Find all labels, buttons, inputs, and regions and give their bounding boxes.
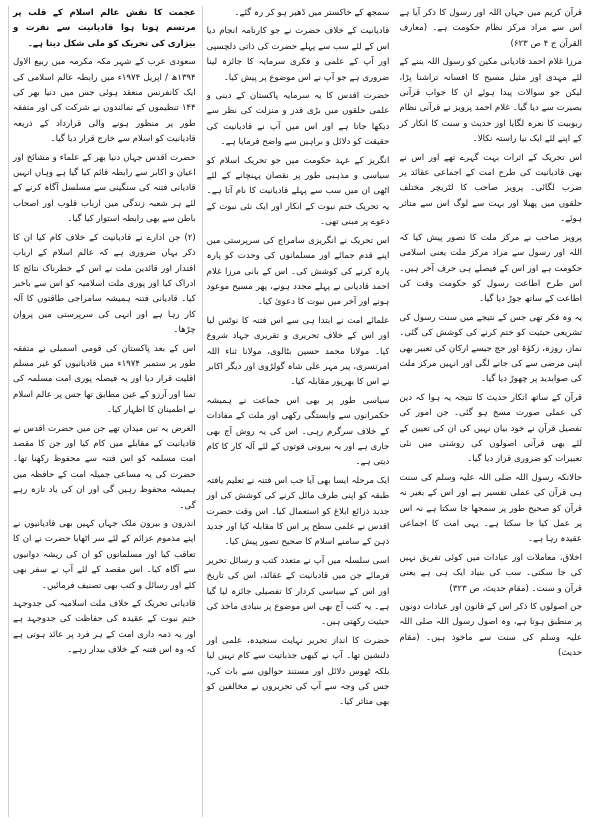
paragraph: الغرض یہ تین میدان تھے جن میں حضرت اقدس نے قادیانیت کے مقابلے میں کام کیا اور جن کا مقصد امت مسلمہ کو اس فتنہ سے محفوظ رکھنا تھا۔ حضرت کی یہ مساعی جمیلہ امت کے حافظہ میں ہمیشہ محفوظ رہیں گی اور ان کی یاد تازہ رہے گی۔	[13, 423, 196, 511]
paragraph: اندرون و بیرون ملک جہاں کہیں بھی قادیانیوں نے اپنے مذموم عزائم کے لئے سر اٹھایا حضرت نے ان کا تعاقب کیا اور مسلمانوں کو ان کی ریشہ دوانیوں سے آگاہ کیا۔ اس مقصد کے لئے آپ نے سفر بھی کئے اور رسائل و کتب بھی تصنیف فرمائیں۔	[13, 519, 196, 591]
text-column-left	[395, 6, 582, 817]
text-column-right	[8, 6, 196, 817]
paragraph: انگریز کے عہد حکومت میں جو تحریک اسلام کو سیاسی و مذہبی طور پر نقصان پہنچانے کے لئے اٹھی ان میں سب سے پہلے قادیانیت کا نام آتا ہے۔ یہ تحریک ختم نبوت کے انکار اور ایک نئی نبوت کے دعوے پر مبنی تھی۔	[206, 155, 390, 228]
paragraph: اخلاق، معاملات اور عبادات میں کوئی تفریق نہیں کی جا سکتی۔ سب کی بنیاد ایک ہی ہے یعنی قرآن و سنت۔ (مقام حدیث، ص ۳۲۳)	[399, 552, 583, 594]
paragraph: جن اصولوں کا ذکر اس کے قانون اور عبادات دونوں پر منطبق ہوتا ہے، وہ اصول رسول اللہ صلی اللہ علیہ وسلم کی سنت سے ماخوذ ہیں۔ (مقام حدیث)	[399, 602, 583, 659]
paragraph: قرآن کے ساتھ انکار حدیث کا نتیجہ یہ ہوا کہ دین کی عملی صورت مسخ ہو گئی۔ جن امور کی تفصیل قرآن نے خود بیان نہیں کی ان کی تعیین کے لئے بھی قرآنی اصولوں کی روشنی میں نئی تعبیرات کو ضروری قرار دیا گیا۔	[399, 392, 583, 465]
paragraph: سیاسی طور پر بھی اس جماعت نے ہمیشہ حکمرانوں سے وابستگی رکھی اور ملت کے مفادات کے خلاف سرگرم رہی۔ اس کی یہ روش آج بھی جاری ہے اور یہ بیرونی قوتوں کے لئے آلہ کار کا کام دیتی ہے۔	[206, 395, 390, 468]
paragraph: قادیانیت کے خلاف حضرت نے جو کارنامہ انجام دیا اس کے لئے سب سے پہلے حضرت کی ذاتی دلچسپی اور آپ کے علمی و فکری سرمایہ کا جائزہ لینا ضروری ہے جو آپ نے اس موضوع پر پیش کیا۔	[206, 26, 390, 83]
paragraph: حضرت کا انداز تحریر نہایت سنجیدہ، علمی اور دلنشین تھا۔ آپ نے کبھی جذباتیت سے کام نہیں لیا بلکہ ٹھوس دلائل اور مستند حوالوں سے بات کی، جس کی وجہ سے آپ کی تحریروں نے مخالفین کو بھی متاثر کیا۔	[206, 635, 390, 708]
paragraph: مرزا غلام احمد قادیانی مکین کو رسول اللہ بننے کے لئے مہدی اور مثیل مسیح کا افسانہ تراشنا پڑا، لیکن جو سوالات پیدا ہوئے ان کا جواب قرآنی بصیرت سے دیا گیا۔ غلام احمد پرویز نے قرآنی نظام ربوبیت کا نعرہ لگایا اور حدیث و سنت کا انکار کر کے اپنے لئے ایک نیا راستہ نکالا۔	[399, 57, 583, 145]
paragraph: سعودی عرب کے شہر مکہ مکرمہ میں ربیع الاول ۱۳۹۴ھ / اپریل ۱۹۷۴ء میں رابطہ عالم اسلامی کی ایک کانفرنس منعقد ہوئی جس میں دنیا بھر کی ۱۴۴ تنظیموں کے نمائندوں نے شرکت کی اور متفقہ طور پر منظور ہونے والی قرارداد کے ذریعہ قادیانیت کو اسلام سے خارج قرار دیا گیا۔	[13, 57, 196, 145]
text-column-middle	[202, 6, 390, 817]
paragraph: حضرت اقدس کا یہ سرمایہ پاکستان کے دینی و علمی حلقوں میں بڑی قدر و منزلت کی نظر سے دیکھا جاتا ہے اور اس میں آپ نے قادیانیت کی حقیقت کو دلائل و براہین سے واضح فرمایا ہے۔	[206, 91, 390, 148]
paragraph: اس تحریک نے انگریزی سامراج کی سرپرستی میں اپنے قدم جمائے اور مسلمانوں کی وحدت کو پارہ پارہ کرنے کی کوشش کی۔ اس کے بانی مرزا غلام احمد قادیانی نے پہلے مجدد ہونے، پھر مسیح موعود ہونے اور آخر میں نبوت کا دعویٰ کیا۔	[206, 235, 390, 308]
paragraph: حالانکہ رسول اللہ صلی اللہ علیہ وسلم کی سنت ہی قرآن کی عملی تفسیر ہے اور اس کے بغیر نہ قرآن کو صحیح طور پر سمجھا جا سکتا ہے نہ اس پر عمل کیا جا سکتا ہے۔ یہی امت کا اجماعی عقیدہ رہا ہے۔	[399, 472, 583, 545]
paragraph: اس کے بعد پاکستان کی قومی اسمبلی نے متفقہ طور پر ستمبر ۱۹۷۴ء میں قادیانیوں کو غیر مسلم اقلیت قرار دیا اور یہ فیصلہ پوری امت مسلمہ کی تمنا اور آرزو کے عین مطابق تھا جس پر عالم اسلام نے اطمینان کا اظہار کیا۔	[13, 343, 196, 416]
paragraph: ایک مرحلہ ایسا بھی آیا جب اس فتنہ نے تعلیم یافتہ طبقہ کو اپنی طرف مائل کرنے کی کوشش کی اور جدید ذرائع ابلاغ کو استعمال کیا۔ اس وقت حضرت اقدس نے علمی سطح پر اس کا مقابلہ کیا اور جدید ذہن کے سامنے اسلام کا صحیح تصور پیش کیا۔	[206, 475, 390, 548]
paragraph: حضرت اقدس جہاں دنیا بھر کے علماء و مشائخ اور اعیان و اکابر سے رابطہ قائم کیا گیا ہے وہاں انہیں قادیانی فتنہ کی سنگینی سے مسلسل آگاہ کرنے کے لئے ہر شعبہ زندگی میں ارباب قلوب اور اصحاب باطن سے بھی رابطہ استوار کیا گیا۔	[13, 152, 196, 225]
paragraph: اس تحریک کے اثرات بہت گہرے تھے اور اس نے بھی قادیانیت کی طرح امت کے اجماعی عقائد پر ضرب لگائی۔ پرویز صاحب کا لٹریچر مختلف حلقوں میں پھیلا اور بہت سے لوگ اس سے متاثر ہوئے۔	[399, 152, 583, 225]
paragraph: عجمت کا نقش عالم اسلام کے قلب پر مرتسم ہوتا ہوا قادیانیت سے نفرت و بیزاری کی تحریک کو ملی شکل دیتا ہے۔	[13, 8, 196, 49]
paragraph: پرویز صاحب نے مرکز ملت کا تصور پیش کیا کہ اللہ اور رسول سے مراد مرکز ملت یعنی اسلامی حکومت ہے اور اس کے فیصلے ہی حرف آخر ہیں۔ اس طرح اطاعت رسول کو حکومت وقت کی اطاعت کے ساتھ جوڑ دیا گیا۔	[399, 232, 583, 305]
paragraph: اسی سلسلہ میں آپ نے متعدد کتب و رسائل تحریر فرمائے جن میں قادیانیت کے عقائد، اس کی تاریخ اور اس کے سیاسی کردار کا تفصیلی جائزہ لیا گیا ہے۔ یہ کتب آج بھی اس موضوع پر بنیادی ماخذ کی حیثیت رکھتی ہیں۔	[206, 555, 390, 628]
paragraph: قادیانی تحریک کے خلاف ملت اسلامیہ کی جدوجہد ختم نبوت کے عقیدہ کی حفاظت کی جدوجہد ہے اور یہ ذمہ داری امت کے ہر فرد پر عائد ہوتی ہے کہ وہ اس فتنہ کے خلاف بیدار رہے۔	[13, 599, 196, 656]
paragraph: علمائے امت نے ابتدا ہی سے اس فتنہ کا نوٹس لیا اور اس کے خلاف تحریری و تقریری جہاد شروع کیا۔ مولانا محمد حسین بٹالوی، مولانا ثناء اللہ امرتسری، پیر مہر علی شاہ گولڑوی اور دیگر اکابر نے اس کا بھرپور مقابلہ کیا۔	[206, 315, 390, 388]
paragraph: (۲) جن ادارے نے قادیانیت کے خلاف کام کیا ان کا ذکر یہاں ضروری ہے کہ عالم اسلام کے ارباب اقتدار اور قائدین ملت نے اس کے خطرناک نتائج کا ادراک کیا اور پوری ملت اسلامیہ کو اس سے باخبر کیا۔ قادیانی فتنہ ہمیشہ سامراجی طاقتوں کا آلہ کار رہا ہے اور انہی کی سرپرستی میں پروان چڑھا۔	[13, 232, 196, 336]
paragraph: یہ وہ فکر تھی جس کے نتیجے میں سنت رسول کی تشریعی حیثیت کو ختم کرنے کی کوشش کی گئی۔ نماز، روزہ، زکوٰۃ اور حج جیسے ارکان کی تعبیر بھی اپنی مرضی سے کی جانے لگی اور انہیں مرکز ملت کی صوابدید پر چھوڑ دیا گیا۔	[399, 312, 583, 385]
paragraph: قرآن کریم میں جہاں اللہ اور رسول کا ذکر آیا ہے اس سے مراد مرکز نظام حکومت ہے۔ (معارف القرآن ج ۴ ص ۶۲۳)	[399, 8, 583, 49]
paragraph: سمجھ کے خاکستر میں ڈھیر ہو کر رہ گئے۔	[234, 8, 390, 18]
